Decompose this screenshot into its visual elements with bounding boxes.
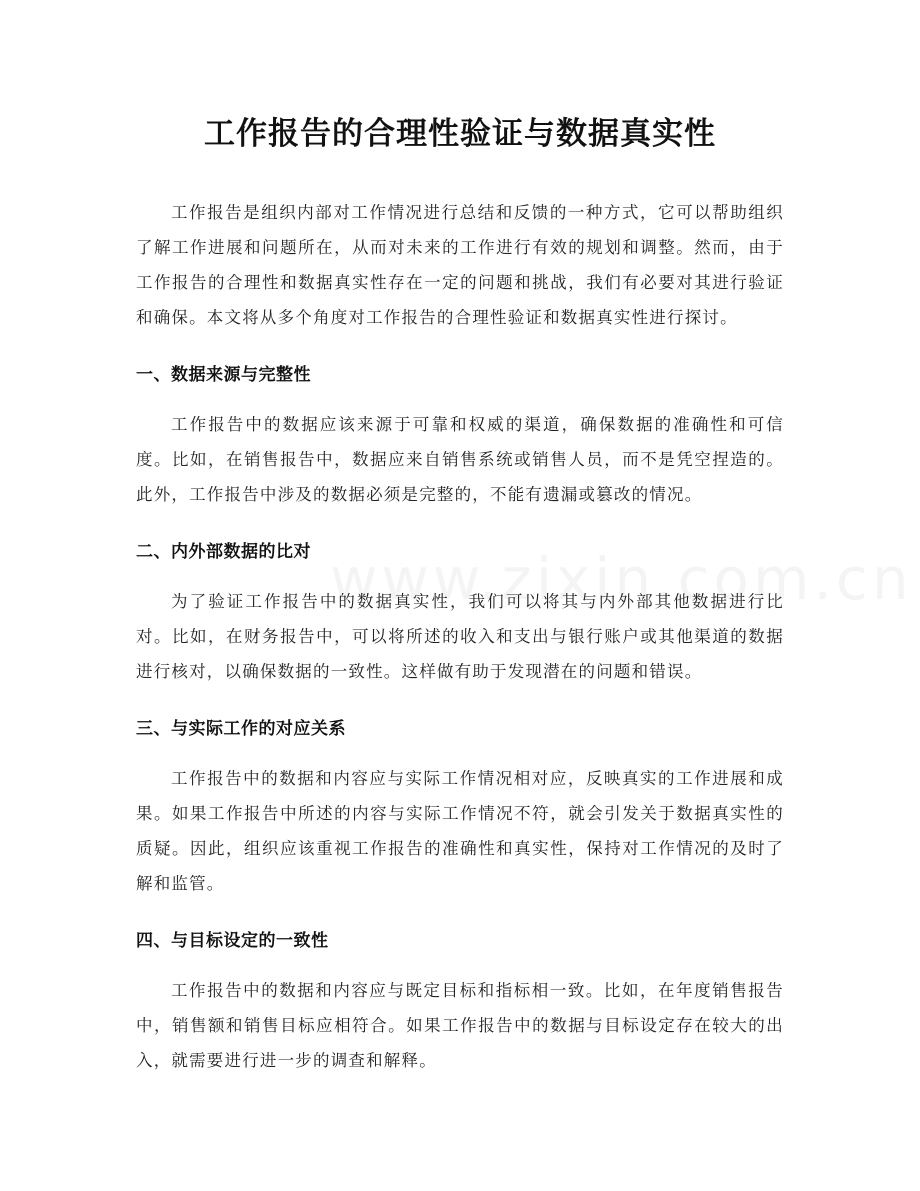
section-heading: 二、内外部数据的比对 xyxy=(136,542,311,562)
section-2 xyxy=(136,537,784,689)
intro-paragraph: 工作报告是组织内部对工作情况进行总结和反馈的一种方式，它可以帮助组织了解工作进展和问题所在，从而对未来的工作进行有效的规划和调整。然而，由于工作报告的合理性和数据真实性存在一定的问题和挑战，我们有必要对其进行验证和确保。本文将从多个角度对工作报告的合理性验证和数据真实性进行探讨。 xyxy=(136,203,784,327)
section-paragraph: 工作报告中的数据和内容应与实际工作情况相对应，反映真实的工作进展和成果。如果工作报告中所述的内容与实际工作情况不符，就会引发关于数据真实性的质疑。因此，组织应该重视工作报告的准确性和真实性，保持对工作情况的及时了解和监管。 xyxy=(136,769,784,893)
section-heading: 一、数据来源与完整性 xyxy=(136,365,311,385)
section-heading: 四、与目标设定的一致性 xyxy=(136,931,329,951)
section-3 xyxy=(136,714,784,901)
section-heading: 三、与实际工作的对应关系 xyxy=(136,719,346,739)
section-paragraph: 工作报告中的数据应该来源于可靠和权威的渠道，确保数据的准确性和可信度。比如，在销售报告中，数据应来自销售系统或销售人员，而不是凭空捏造的。此外，工作报告中涉及的数据必须是完整的，不能有遗漏或篡改的情况。 xyxy=(136,415,784,504)
section-4 xyxy=(136,926,784,1078)
section-paragraph: 为了验证工作报告中的数据真实性，我们可以将其与内外部其他数据进行比对。比如，在财务报告中，可以将所述的收入和支出与银行账户或其他渠道的数据进行核对，以确保数据的一致性。这样做有助于发现潜在的问题和错误。 xyxy=(136,592,784,681)
document-title: 工作报告的合理性验证与数据真实性 xyxy=(204,116,716,152)
section-1 xyxy=(136,360,784,512)
section-paragraph: 工作报告中的数据和内容应与既定目标和指标相一致。比如，在年度销售报告中，销售额和销售目标应相符合。如果工作报告中的数据与目标设定存在较大的出入，就需要进行进一步的调查和解释。 xyxy=(136,981,784,1070)
